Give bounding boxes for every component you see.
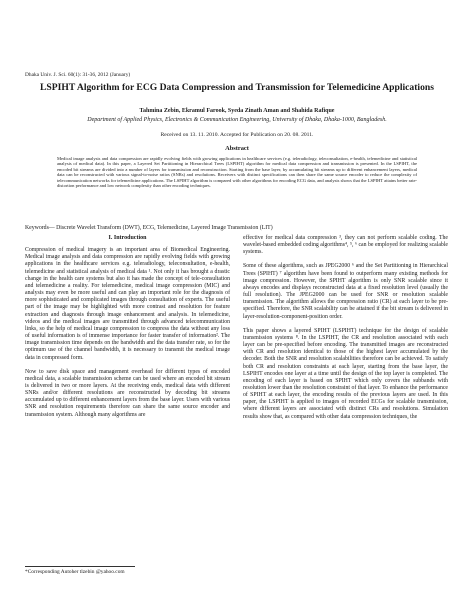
journal-citation: Dhaka Univ. J. Sci. 60(1): 31-36, 2012 (January) bbox=[25, 72, 131, 78]
paragraph: Compression of medical imagery is an important area of Biomedical Engineering. Medical image analysis and data compression are rapidly evolving fields with growing applications in the healthcare services e.g. teleradiology, teleconsultation, e-health, telemedicine and statistical analysis of medical data ¹. Not only it has brought a drastic change in the health care systems but also it has made the concept of tele-consultation and telemedicine a reality. For telemedicine, medical image compression (MIC) and analysis may even be more useful and can play an important role for the diagnosis of more sophisticated and complicated images through consultation of experts. The useful part of the image may be highlighted with more contrast and resolution for feature extraction and diagnosis through image enhancement and analysis. In telemedicine, videos and the medical images are transmitted through advanced telecommunication links, so the help of medical image compression to compress the data without any loss of useful information is of immense importance for faster transfer of information². The image transmission time depends on the bandwidth and the data transfer rate, so for the optimum use of the channel bandwidth, it is necessary to transmit the medical image data in compressed form. bbox=[25, 247, 230, 361]
paragraph: Some of these algorithms, such as JPEG2000 ⁶ and the Set Partitioning in Hierarchical Trees (SPIHT) ⁷ algorithm have been found to outperform many existing methods for image compression. However, the SPIHT algorithm is only SNR scalable since it always encodes and displays reconstructed data at a fixed resolution level (usually the full resolution). The JPEG2000 can be used for SNR or resolution scalable transmission. The algorithm allows the compression ratio (CR) at each layer to be pre-specified. Therefore, the SNR scalability can be attained if the bit stream is delivered in layer-resolution-component-position order. bbox=[243, 263, 448, 320]
affiliation: Department of Applied Physics, Electronics & Communication Engineering, University of Dhaka, Dhaka-1000, Bangladesh. bbox=[87, 117, 387, 123]
left-column bbox=[25, 235, 230, 426]
paper-title: LSPIHT Algorithm for ECG Data Compression and Transmission for Telemedicine Applications bbox=[40, 82, 434, 93]
abstract-body: Medical image analysis and data compression are rapidly evolving fields with growing applications in healthcare services (e.g. teleradiology, teleconsultation, e-health, telemedicine and statistical analysis of medical data). In this paper, a Layered Set Partitioning in Hierarchical Trees (LSPIHT) algorithm for medical data compression and transmission is presented. In the LSPIHT, the encoded bit streams are divided into a number of layers for transmission and reconstruction. Starting from the base layer, by accumulating bit streams up to different enhancement layers, medical data can be reconstructed with various signal-to-noise ratios (SNRs) and resolutions. Receivers with distinct specifications can then share the same source encoder to reduce the complexity of telecommunication networks for telemedicine applications. The LSPIHT algorithm is compared with other algorithms for encoding ECG data, and analysis shows that the LSPIHT attains better rate-distortion performance and low network complexity than other encoding techniques. bbox=[57, 156, 418, 189]
author-list: Tahmina Zebin, Ekramul Farook, Syeda Zinath Aman and Shahida Rafique bbox=[139, 108, 335, 114]
paragraph: This paper shows a layered SPIHT (LSPIHT) technique for the design of scalable transmission systems ⁸. In the LSPIHT, the CR and resolution associated with each layer can be pre-specified before encoding. The transmitted images are reconstructed with CR and resolution identical to those of the highest layer accumulated by the decoder. Both the SNR and resolution scalabilities therefore can be achieved. To satisfy both CR and resolution constraints at each layer, starting from the base layer, the LSPIHT encodes one layer at a time until the design of the top layer is completed. The encoding of each layer is based on SPIHT which only covers the subbands with resolution lower than the resolution constraint of that layer. To enhance the performance of SPIHT at each layer, the encoding results of the previous layers are used. In this paper, the LSPIHT is applied to images of recorded ECGs for scalable transmission, where different layers are associated with distinct CRs and resolutions. Simulation results show that, as compared with other data compression techniques, the bbox=[243, 327, 448, 420]
received-date: Received on 13. 11. 2010. Accepted for Publication on 20. 08. 2011. bbox=[160, 132, 314, 138]
paragraph: effective for medical data compression ³, they can not perform scalable coding. The wavelet-based embedded coding algorithms⁴, ⁵, ⁶ can be employed for realizing scalable systems. bbox=[243, 235, 448, 256]
keywords: Keywords— Discrete Wavelet Transform (DWT), ECG, Telemedicine, Layered Image Transmission (LIT) bbox=[25, 225, 273, 231]
abstract-heading: Abstract bbox=[225, 145, 249, 152]
right-column bbox=[243, 235, 448, 428]
section-heading: I. Introduction bbox=[108, 235, 147, 241]
footnote: *Corresponding Autoher tlzebin @yahoo.com bbox=[25, 569, 125, 575]
paragraph: Now to save disk space and management overhead for different types of encoded medical data, a scalable transmission scheme can be used where an encoded bit stream is delivered in two or more layers. At the receiving ends, medical data with different SNRs and/or different resolutions are reconstructed by decoding bit streams accumulated up to different enhancement layers from the base layer. Users with various SNR and resolution requirements therefore can share the same source encoder and transmission system. Although many algorithms are bbox=[25, 368, 230, 418]
footnote-divider bbox=[25, 566, 135, 567]
